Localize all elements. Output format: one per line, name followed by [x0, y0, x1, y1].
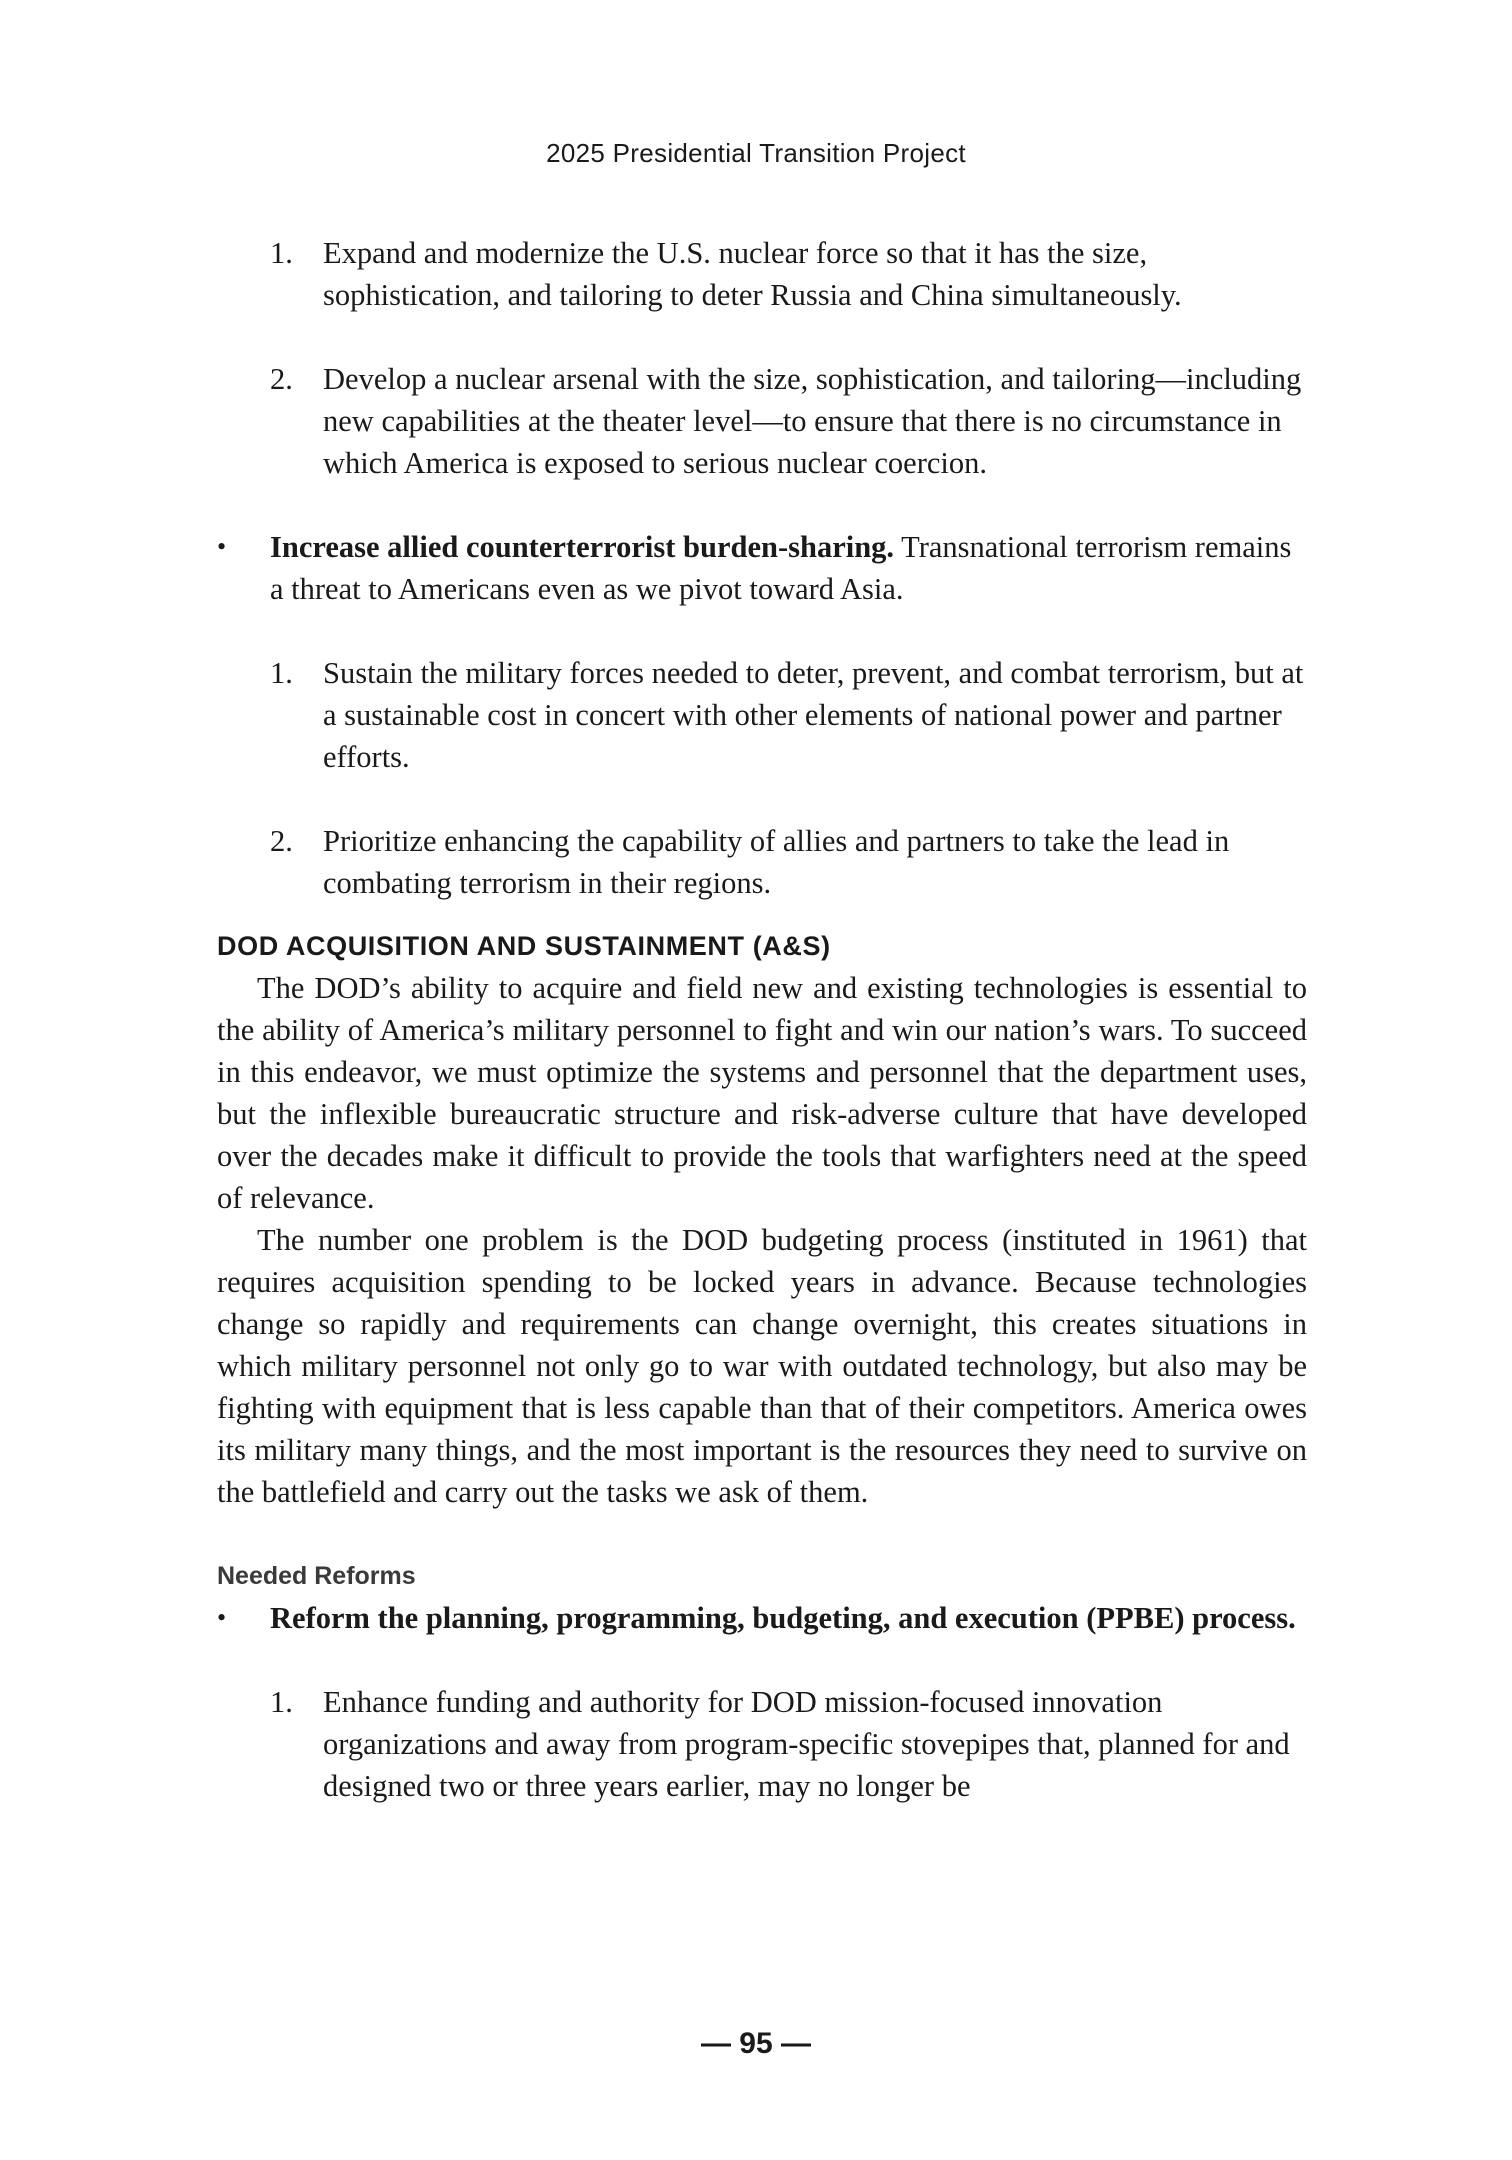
item-number: 2. [270, 362, 293, 396]
item-number: 2. [270, 824, 293, 858]
numbered-item [217, 232, 1307, 316]
bullet-icon: • [217, 1603, 227, 1632]
page-number: — 95 — [700, 2027, 812, 2060]
item-text: Expand and modernize the U.S. nuclear force so that it has the size, sophistication, and tailoring to deter Russia and China simultaneously. [323, 236, 1182, 312]
bullet-text: Transnational terrorism remains a threat to Americans even as we pivot toward Asia. [270, 530, 1292, 606]
section-heading: DOD ACQUISITION AND SUSTAINMENT (A&S) [217, 931, 831, 961]
page-content [217, 232, 1307, 1807]
numbered-item [217, 358, 1307, 484]
body-paragraph: The DOD’s ability to acquire and field new and existing technologies is essential to the ability of America’s military personnel to fight and win our nation’s wars. To succeed in this endeavor, we must optimize the systems and personnel that the department uses, but the inflexible bureaucratic structure and risk-adverse culture that have developed over the decades make it difficult to provide the tools that warfighters need at the speed of relevance. [217, 971, 1307, 1215]
bullet-lead: Increase allied counterterrorist burden-sharing. [270, 530, 895, 564]
item-number: 1. [270, 1685, 293, 1719]
item-text: Enhance funding and authority for DOD mission-focused innovation organizations and away from program-specific stovepipes that, planned for and designed two or three years earlier, may no longer be [323, 1685, 1290, 1803]
numbered-item [217, 652, 1307, 778]
item-number: 1. [270, 236, 293, 270]
numbered-item [217, 1681, 1307, 1807]
bullet-item [217, 526, 1307, 610]
item-number: 1. [270, 656, 293, 690]
bullet-lead: Reform the planning, programming, budgeting, and execution (PPBE) process. [270, 1601, 1296, 1635]
item-text: Prioritize enhancing the capability of allies and partners to take the lead in combating terrorism in their regions. [323, 824, 1230, 900]
bullet-item [217, 1597, 1307, 1639]
subheading: Needed Reforms [217, 1562, 416, 1590]
item-text: Develop a nuclear arsenal with the size, sophistication, and tailoring—including new capabilities at the theater level—to ensure that there is no circumstance in which America is exposed to serious nuclear coercion. [323, 362, 1302, 480]
bullet-icon: • [217, 532, 227, 561]
body-paragraph: The number one problem is the DOD budgeting process (instituted in 1961) that requires acquisition spending to be locked years in advance. Because technologies change so rapidly and requirements can change overnight, this creates situations in which military personnel not only go to war with outdated technology, but also may be fighting with equipment that is less capable than that of their competitors. America owes its military many things, and the most important is the resources they need to survive on the battlefield and carry out the tasks we ask of them. [217, 1223, 1307, 1509]
numbered-item [217, 820, 1307, 904]
item-text: Sustain the military forces needed to deter, prevent, and combat terrorism, but at a sustainable cost in concert with other elements of national power and partner efforts. [323, 656, 1304, 774]
running-header: 2025 Presidential Transition Project [546, 138, 966, 168]
